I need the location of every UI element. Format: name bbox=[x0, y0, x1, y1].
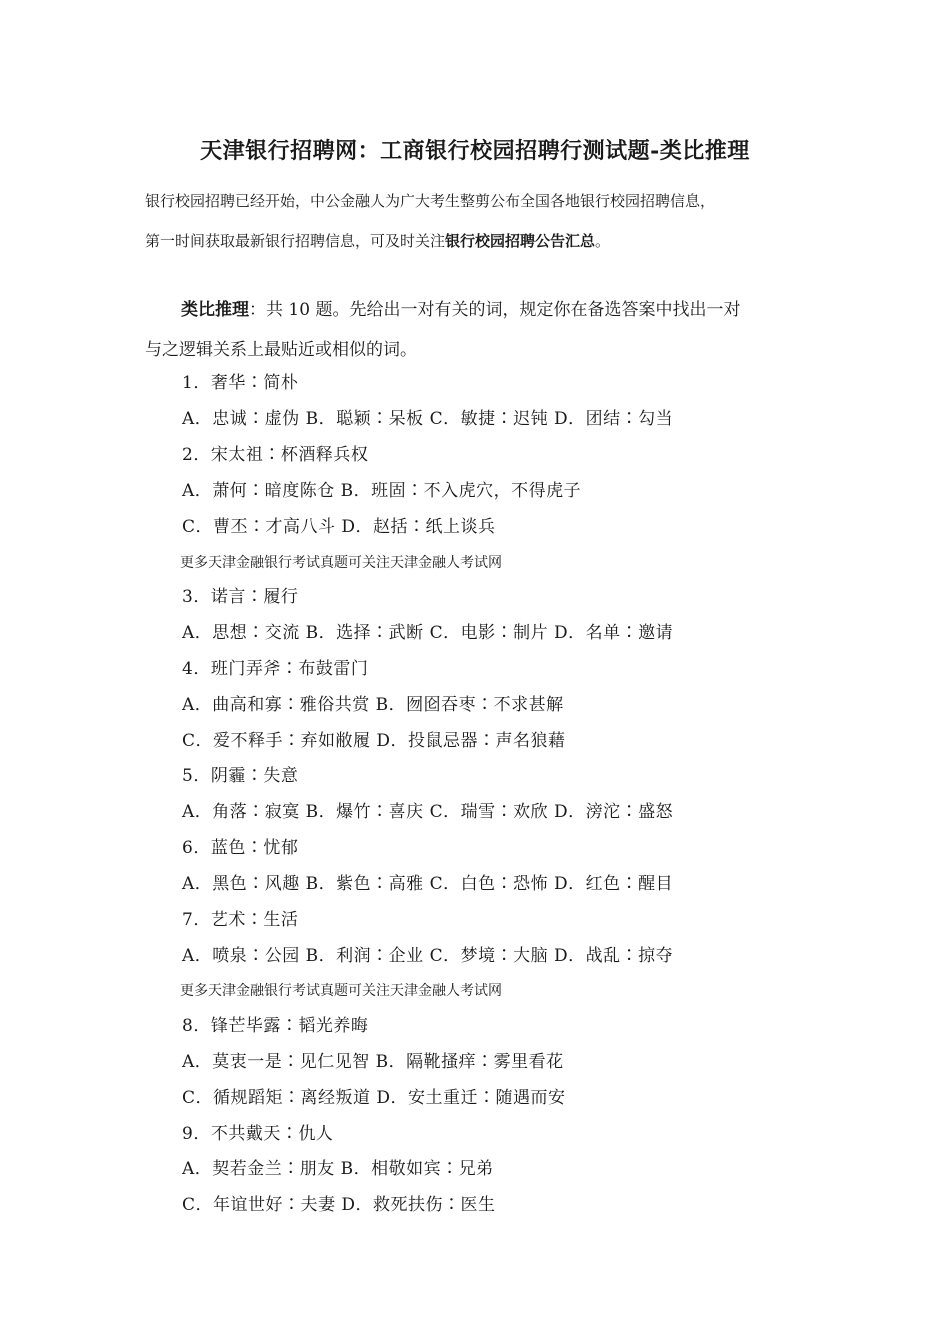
options-7: A．喷泉∶公园 B．利润∶企业 C．梦境∶大脑 D．战乱∶掠夺 bbox=[182, 946, 674, 966]
exam-site-link[interactable]: 天津金融人考试网 bbox=[390, 555, 502, 571]
question-7: 7．艺术∶生活 bbox=[182, 910, 299, 930]
intro-text-2-end: 。 bbox=[595, 232, 611, 250]
options-6: A．黑色∶风趣 B．紫色∶高雅 C．白色∶恐怖 D．红色∶醒目 bbox=[182, 874, 674, 894]
question-4: 4．班门弄斧∶布鼓雷门 bbox=[182, 659, 369, 679]
options-9-cd: C．年谊世好∶夫妻 D．救死扶伤∶医生 bbox=[182, 1195, 496, 1215]
question-9: 9．不共戴天∶仇人 bbox=[182, 1124, 334, 1144]
page-title: 天津银行招聘网：工商银行校园招聘行测试题-类比推理 bbox=[200, 138, 750, 164]
options-2-ab: A．萧何∶暗度陈仓 B．班固∶不入虎穴，不得虎子 bbox=[182, 481, 582, 501]
section-description-line-2 bbox=[145, 330, 815, 370]
question-8: 8．锋芒毕露∶韬光养晦 bbox=[182, 1016, 369, 1036]
intro-line-1 bbox=[145, 181, 815, 221]
promo-line-2 bbox=[180, 979, 502, 1003]
intro-line-2 bbox=[145, 221, 815, 261]
recruitment-notice-link[interactable]: 银行校园招聘公告汇总 bbox=[445, 232, 596, 250]
exam-site-link[interactable]: 天津金融人考试网 bbox=[390, 983, 502, 999]
options-4-ab: A．曲高和寡∶雅俗共赏 B．囫囵吞枣∶不求甚解 bbox=[182, 695, 564, 715]
promo-text: 更多天津金融银行考试真题可关注 bbox=[180, 555, 390, 571]
question-2: 2．宋太祖∶杯酒释兵权 bbox=[182, 445, 369, 465]
question-1: 1．奢华∶简朴 bbox=[182, 373, 299, 393]
options-1: A．忠诚∶虚伪 B．聪颖∶呆板 C．敏捷∶迟钝 D．团结∶勾当 bbox=[182, 409, 674, 429]
intro-text-2: 第一时间获取最新银行招聘信息，可及时关注 bbox=[145, 232, 446, 250]
question-6: 6．蓝色∶忧郁 bbox=[182, 838, 299, 858]
options-5: A．角落∶寂寞 B．爆竹∶喜庆 C．瑞雪∶欢欣 D．滂沱∶盛怒 bbox=[182, 802, 674, 822]
options-8-ab: A．莫衷一是∶见仁见智 B．隔靴搔痒∶雾里看花 bbox=[182, 1052, 564, 1072]
question-3: 3．诺言∶履行 bbox=[182, 587, 299, 607]
intro-text-1: 银行校园招聘已经开始，中公金融人为广大考生整剪公布全国各地银行校园招聘信息， bbox=[145, 192, 716, 210]
section-description-2: 与之逻辑关系上最贴近或相似的词。 bbox=[145, 340, 417, 360]
question-5: 5．阴霾∶失意 bbox=[182, 766, 299, 786]
promo-text: 更多天津金融银行考试真题可关注 bbox=[180, 983, 390, 999]
section-description-1: ：共 10 题。先给出一对有关的词，规定你在备选答案中找出一对 bbox=[249, 300, 741, 320]
section-heading bbox=[145, 290, 821, 330]
options-3: A．思想∶交流 B．选择∶武断 C．电影∶制片 D．名单∶邀请 bbox=[182, 623, 674, 643]
options-9-ab: A．契若金兰∶朋友 B．相敬如宾∶兄弟 bbox=[182, 1159, 494, 1179]
section-label: 类比推理 bbox=[181, 300, 249, 320]
options-8-cd: C．循规蹈矩∶离经叛道 D．安土重迁∶随遇而安 bbox=[182, 1088, 566, 1108]
promo-line-1 bbox=[180, 551, 502, 575]
options-2-cd: C．曹丕∶才高八斗 D．赵括∶纸上谈兵 bbox=[182, 517, 496, 537]
options-4-cd: C．爱不释手∶弃如敝履 D．投鼠忌器∶声名狼藉 bbox=[182, 731, 566, 751]
